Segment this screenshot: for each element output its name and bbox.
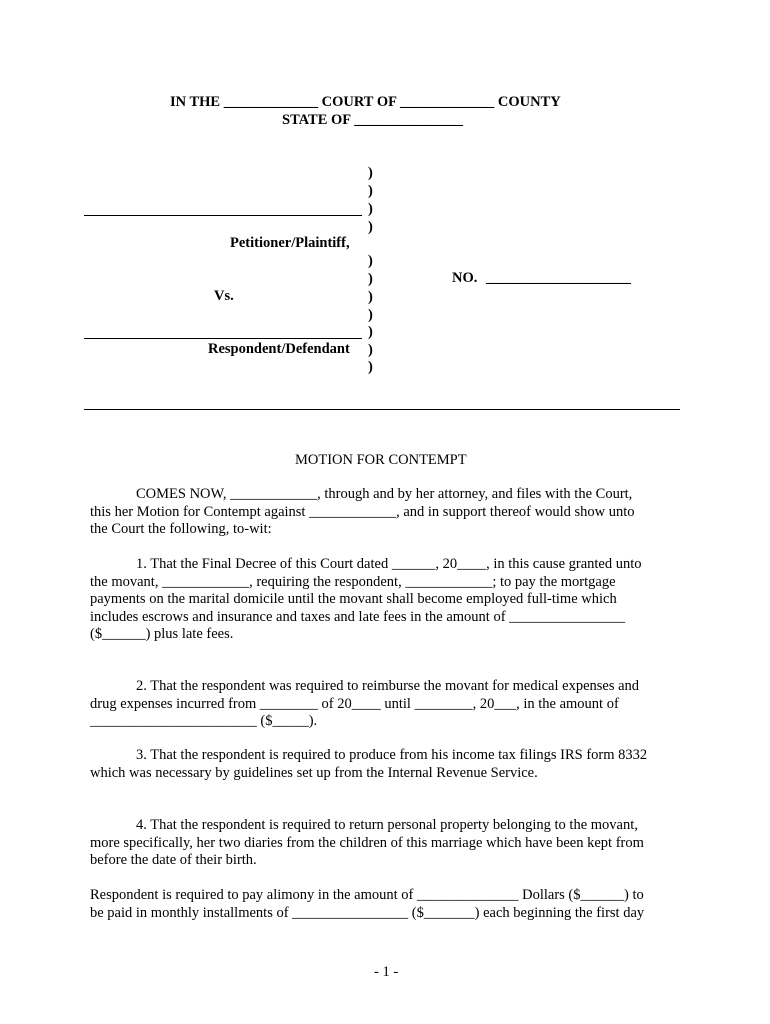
paragraph-line: more specifically, her two diaries from the children of this marriage which have been kept from — [90, 834, 644, 851]
paragraph-1 — [90, 556, 690, 644]
paragraph-line: drug expenses incurred from ________ of 20____ until ________, 20___, in the amount of — [90, 695, 619, 712]
caption-paren: ) — [368, 289, 373, 305]
caption-paren: ) — [368, 183, 373, 199]
paragraph-line: the movant, ____________, requiring the respondent, ____________; to pay the mortgage — [90, 573, 616, 590]
paragraph-line: which was necessary by guidelines set up from the Internal Revenue Service. — [90, 764, 538, 781]
document-title: MOTION FOR CONTEMPT — [295, 452, 467, 468]
respondent-label: Respondent/Defendant — [208, 341, 350, 357]
paragraph-2 — [90, 678, 690, 731]
petitioner-name-line — [84, 215, 362, 216]
paragraph-line: be paid in monthly installments of ________________ ($_______) each beginning the first day — [90, 904, 645, 921]
intro-line: this her Motion for Contempt against ____________, and in support thereof would show unto — [90, 503, 635, 520]
paragraph-line: 1. That the Final Decree of this Court dated ______, 20____, in this cause granted unto — [136, 556, 642, 572]
caption-paren: ) — [368, 342, 373, 358]
case-number-label: NO. — [452, 270, 478, 286]
paragraph-4 — [90, 817, 690, 870]
paragraph-line: ($______) plus late fees. — [90, 626, 234, 643]
page-number: - 1 - — [374, 964, 399, 980]
caption-paren: ) — [368, 219, 373, 235]
court-header-line-1: IN THE _____________ COURT OF _____________ COUNTY — [170, 94, 561, 110]
court-header-line-2: STATE OF _______________ — [282, 112, 463, 128]
alimony-paragraph — [90, 887, 690, 922]
petitioner-label: Petitioner/Plaintiff, — [230, 235, 350, 251]
paragraph-line: 2. That the respondent was required to reimburse the movant for medical expenses and — [136, 678, 640, 694]
caption-paren: ) — [368, 165, 373, 181]
caption-paren: ) — [368, 271, 373, 287]
paragraph-line: 3. That the respondent is required to produce from his income tax filings IRS form 8332 — [136, 747, 648, 763]
paragraph-line: payments on the marital domicile until the movant shall become employed full-time which — [90, 591, 617, 608]
vs-label: Vs. — [214, 288, 234, 304]
caption-divider — [84, 409, 680, 410]
paragraph-line: includes escrows and insurance and taxes and late fees in the amount of ________________ — [90, 608, 626, 625]
paragraph-line: _______________________ ($_____). — [90, 713, 318, 730]
respondent-name-line — [84, 338, 362, 339]
caption-paren: ) — [368, 359, 373, 375]
case-number-blank: ____________________ — [486, 270, 631, 286]
caption-paren: ) — [368, 201, 373, 217]
caption-paren: ) — [368, 307, 373, 323]
paragraph-line: before the date of their birth. — [90, 852, 257, 869]
paragraph-line: 4. That the respondent is required to return personal property belonging to the movant, — [136, 817, 638, 833]
caption-paren: ) — [368, 324, 373, 340]
intro-line: COMES NOW, ____________, through and by her attorney, and files with the Court, — [136, 486, 633, 502]
paragraph-line: Respondent is required to pay alimony in the amount of ______________ Dollars ($______) to — [90, 887, 644, 903]
paragraph-3 — [90, 747, 690, 782]
intro-line: the Court the following, to-wit: — [90, 521, 272, 538]
caption-paren: ) — [368, 253, 373, 269]
intro-paragraph — [90, 486, 690, 539]
